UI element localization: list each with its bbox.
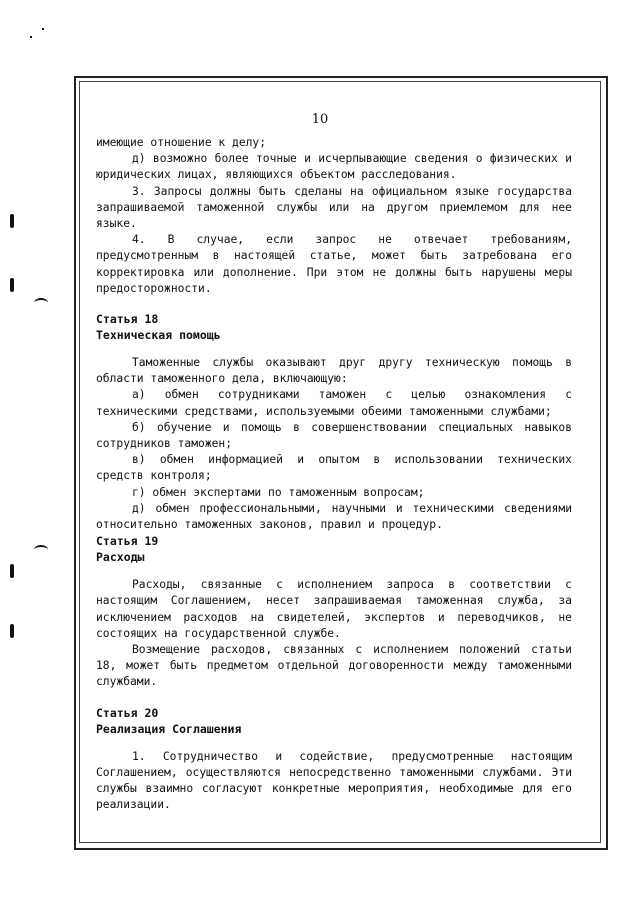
article-19-paragraph-2: Возмещение расходов, связанных с исполнением положений статьи 18, может быть предметом отдельной договоренности между таможенными службами. [96,643,572,689]
intro-line: имеющие отношение к делу; [96,136,267,149]
article-18-number: Статья 18 [96,312,159,327]
article-18-item: д) обмен профессиональными, научными и техническими сведениями относительно таможенных законов, правил и процедур. [96,501,572,532]
intro-paragraph-4: 4. В случае, если запрос не отвечает требованиям, предусмотренным в настоящей статье, может быть затребована его корректировка или дополнение. При этом не должны быть нарушены меры предосторожности. [96,233,572,295]
article-18-item: а) обмен сотрудниками таможен с целью ознакомления с техническими средствами, используемыми обеими таможенными службами; [96,388,572,418]
article-18-lead: Таможенные службы оказывают друг другу техническую помощь в области таможенного дела, включающую: [96,356,572,386]
scan-mark [10,214,14,228]
page-number: 10 [311,112,329,127]
scan-mark [10,624,14,638]
scan-arc [34,298,48,308]
article-18-item: в) обмен информацией и опытом в использовании технических средств контроля; [96,453,572,483]
scan-dot [42,28,44,30]
article-18-item: г) обмен экспертами по таможенным вопросам; [132,485,425,499]
intro-item-d: д) возможно более точные и исчерпывающие сведения о физических и юридических лицах, являющихся объектом расследования. [96,152,572,182]
scan-mark [10,278,14,292]
intro-paragraph-3: 3. Запросы должны быть сделаны на официальном языке государства запрашиваемой таможенной службы или на другом приемлемом для нее языке. [96,184,572,231]
article-18-item: б) обучение и помощь в совершенствовании специальных навыков сотрудников таможен; [96,420,572,451]
article-20-number: Статья 20 [96,705,159,720]
article-18-title: Техническая помощь [96,328,221,343]
scan-mark [10,564,14,578]
article-20-paragraph-1: 1. Сотрудничество и содействие, предусмотренные настоящим Соглашением, осуществляются непосредственно таможенными службами. Эти службы взаимно согласуют конкретные мероприятия, необходимые для его реализации. [96,749,572,812]
article-19-title: Расходы [96,550,145,565]
document-body [96,135,572,814]
article-19-paragraph-1: Расходы, связанные с исполнением запроса в соответствии с настоящим Соглашением, несет запрашиваемая таможенная служба, за исключением расходов на свидетелей, экспертов и переводчиков, не состоящих на государственной службе. [96,578,572,640]
scan-arc [34,545,48,555]
article-20-title: Реализация Соглашения [96,721,242,736]
scan-dot [30,36,32,38]
article-19-number: Статья 19 [96,534,159,549]
